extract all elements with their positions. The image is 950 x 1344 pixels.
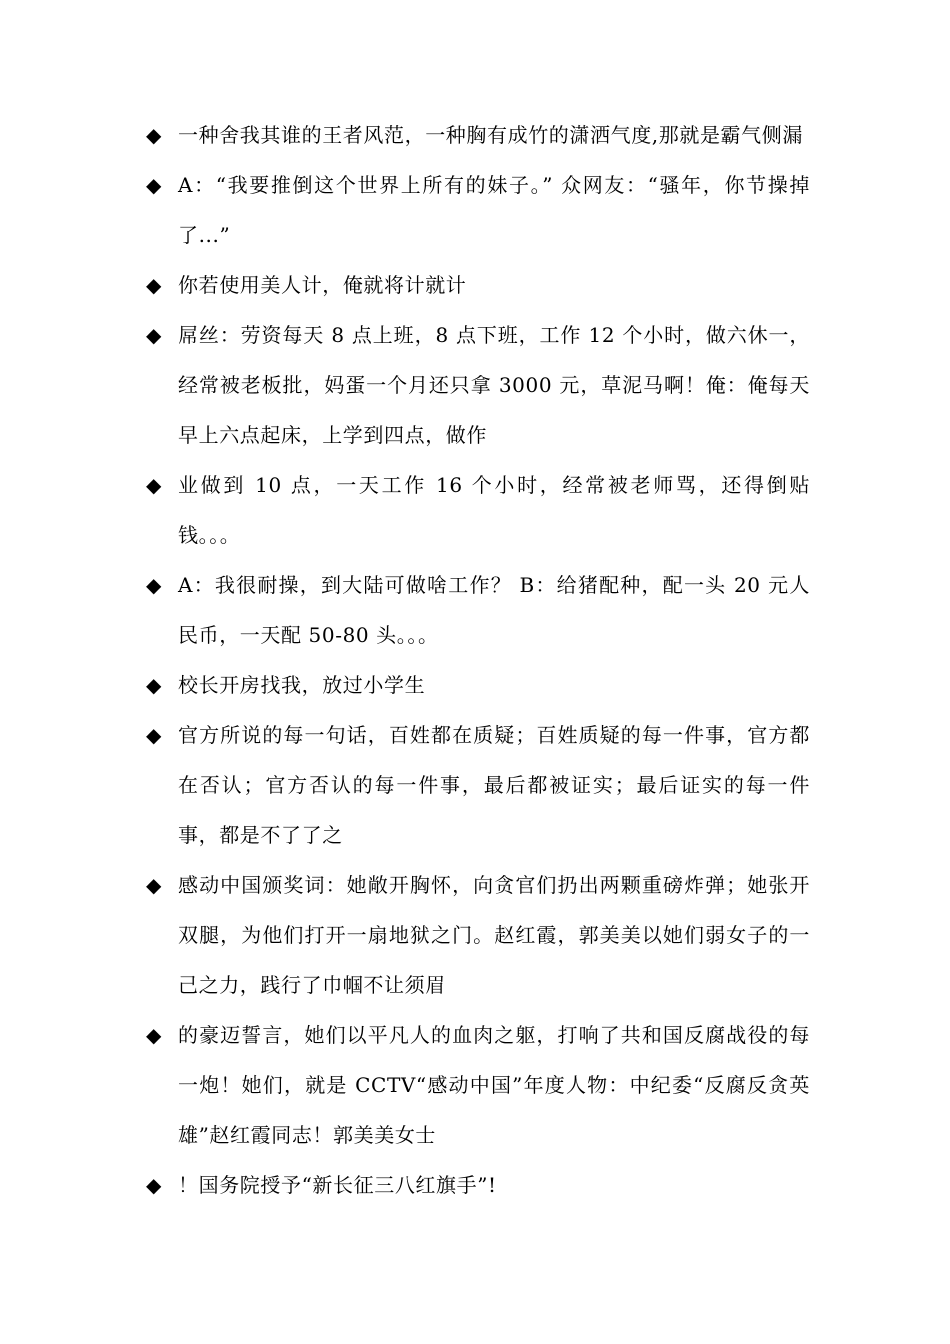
list-item [146,860,810,1010]
list-item-text: ！国务院授予“新长征三八红旗手”! [178,1173,497,1197]
list-item [146,660,810,710]
list-item [146,710,810,860]
list-item [146,160,810,260]
list-item [146,560,810,660]
diamond-bullet-icon: ◆ [146,323,162,347]
list-item-text: 你若使用美人计，俺就将计就计 [178,273,467,297]
list-item-text: 校长开房找我，放过小学生 [178,673,426,697]
list-item-text: 业做到 10 点，一天工作 16 个小时，经常被老师骂，还得倒贴钱。。。 [178,473,810,547]
diamond-bullet-icon: ◆ [146,873,162,897]
list-item [146,260,810,310]
diamond-bullet-icon: ◆ [146,1023,162,1047]
diamond-bullet-icon: ◆ [146,673,162,697]
list-item-text: 官方所说的每一句话，百姓都在质疑；百姓质疑的每一件事，官方都在否认；官方否认的每一件事，最后都被证实；最后证实的每一件事，都是不了了之 [178,723,810,847]
list-item-text: A：“我要推倒这个世界上所有的妹子。” 众网友：“骚年，你节操掉了...” [178,173,810,247]
diamond-bullet-icon: ◆ [146,573,162,597]
list-item [146,310,810,460]
list-item-text: 的豪迈誓言，她们以平凡人的血肉之躯，打响了共和国反腐战役的每一炮！她们，就是 CCTV“感动中国”年度人物：中纪委“反腐反贪英雄”赵红霞同志！郭美美女士 [178,1023,810,1147]
list-item [146,110,810,160]
list-item-text: 一种舍我其谁的王者风范，一种胸有成竹的潇洒气度,那就是霸气侧漏 [178,123,803,147]
diamond-bullet-icon: ◆ [146,273,162,297]
diamond-bullet-icon: ◆ [146,123,162,147]
diamond-bullet-icon: ◆ [146,473,162,497]
diamond-bullet-icon: ◆ [146,1173,162,1197]
list-item-text: 感动中国颁奖词：她敞开胸怀，向贪官们扔出两颗重磅炸弹；她张开双腿，为他们打开一扇地狱之门。赵红霞，郭美美以她们弱女子的一己之力，践行了巾帼不让须眉 [178,873,810,997]
list-item [146,460,810,560]
diamond-bullet-icon: ◆ [146,723,162,747]
list-item-text: A：我很耐操，到大陆可做啥工作？ B：给猪配种，配一头 20 元人民币，一天配 50-80 头。。。 [178,573,810,647]
bullet-list [146,110,810,1210]
list-item-text: 屌丝：劳资每天 8 点上班，8 点下班，工作 12 个小时，做六休一，经常被老板批，妈蛋一个月还只拿 3000 元，草泥马啊！俺：俺每天早上六点起床，上学到四点，做作 [178,323,810,447]
list-item [146,1160,810,1210]
diamond-bullet-icon: ◆ [146,173,162,197]
list-item [146,1010,810,1160]
